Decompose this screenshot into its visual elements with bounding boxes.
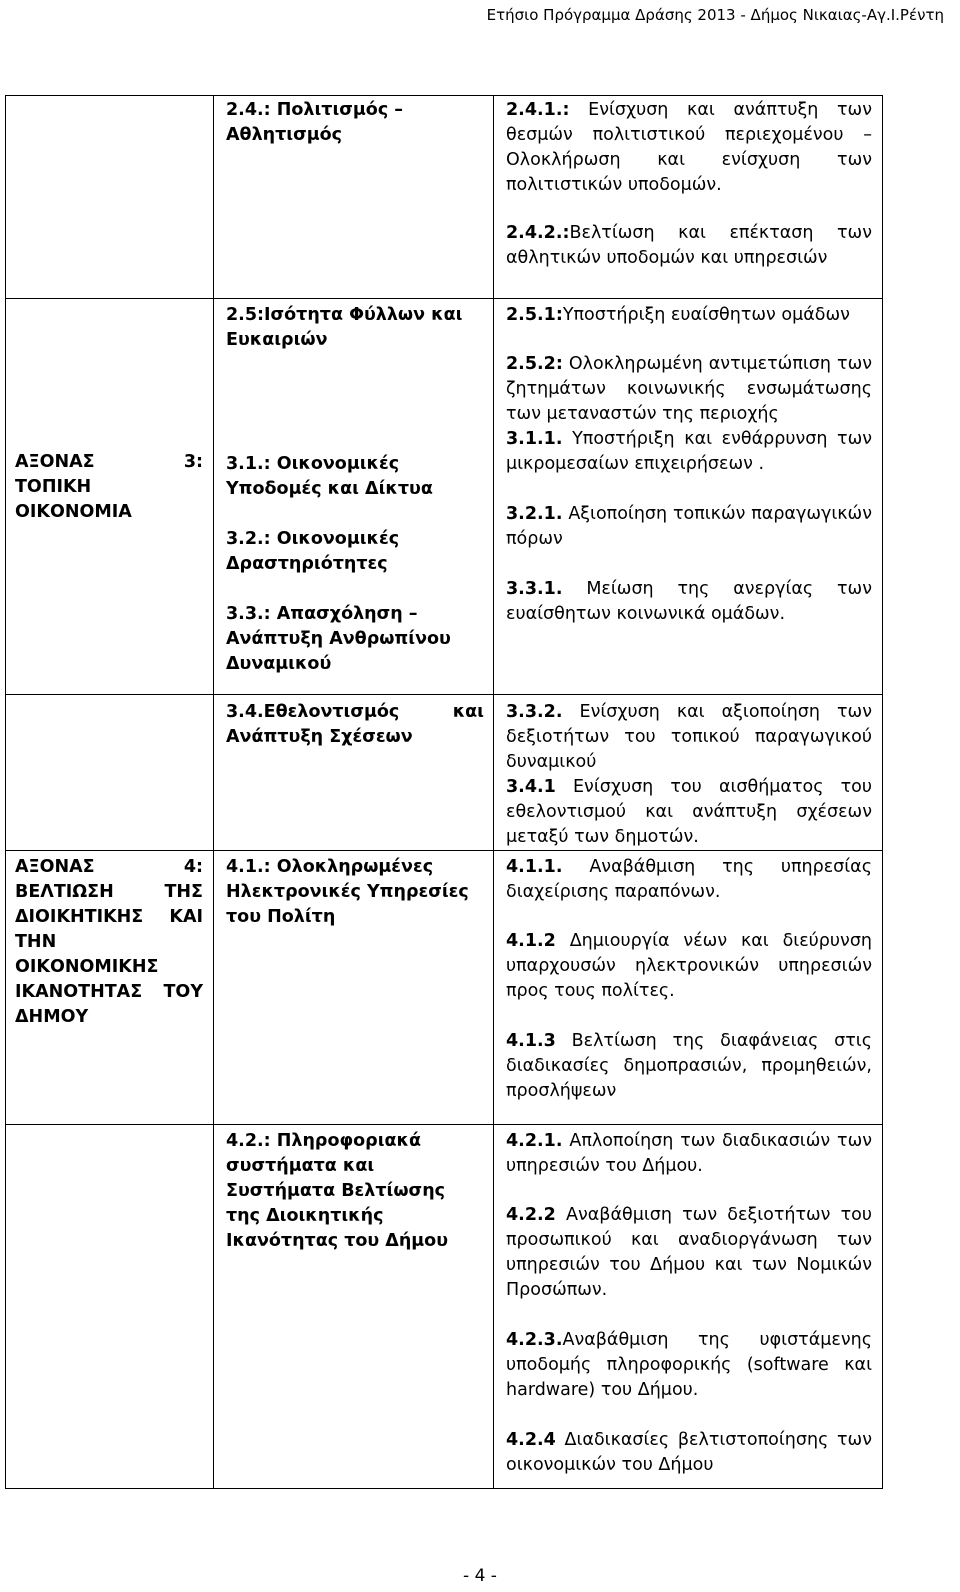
action-4-2-1: 4.2.1. Απλοποίηση των διαδικασιών των υπηρεσιών του Δήμου. [506,1131,872,1176]
action-3-1-1: 3.1.1. Υποστήριξη και ενθάρρυνση των μικρομεσαίων επιχειρήσεων . [506,429,872,474]
axis-cell [6,695,214,851]
actions-cell [494,1125,883,1489]
page-number: - 4 - [463,1566,497,1586]
axis-3-title: ΑΞΟΝΑΣ 3: ΤΟΠΙΚΗ ΟΙΚΟΝΟΜΙΑ [15,452,203,522]
axis-cell [6,851,214,1125]
table-row [6,96,883,299]
axis-cell [6,1125,214,1489]
action-4-1-2: 4.1.2 Δημιουργία νέων και διεύρυνση υπαρχουσών ηλεκτρονικών υπηρεσιών προς τους πολίτες. [506,931,872,1001]
page-header: Ετήσιο Πρόγραμμα Δράσης 2013 - Δήμος Νικαιας-Αγ.Ι.Ρέντη [486,6,944,24]
actions-cell [494,695,883,851]
action-2-4-1: 2.4.1.: Ενίσχυση και ανάπτυξη των θεσμών πολιτιστικού περιεχομένου – Ολοκλήρωση και ενίσχυση των πολιτιστικών υποδομών. [506,100,872,195]
action-3-3-2: 3.3.2. Ενίσχυση και αξιοποίηση των δεξιοτήτων του τοπικού παραγωγικού δυναμικού [506,702,872,772]
measure-4-1: 4.1.: Ολοκληρωμένες Ηλεκτρονικές Υπηρεσίες του Πολίτη [226,857,469,927]
actions-cell [494,299,883,695]
action-4-2-2: 4.2.2 Αναβάθμιση των δεξιοτήτων του προσωπικού και αναδιοργάνωση των υπηρεσιών του Δήμου και των Νομικών Προσώπων. [506,1205,872,1300]
axis-cell [6,299,214,695]
measure-cell [214,851,494,1125]
actions-cell [494,96,883,299]
measure-cell [214,96,494,299]
table-row [6,851,883,1125]
action-2-5-2: 2.5.2: Ολοκληρωμένη αντιμετώπιση των ζητημάτων κοινωνικής ενσωμάτωσης των μεταναστών της περιοχής [506,354,872,424]
measure-cell [214,695,494,851]
axis-cell [6,96,214,299]
action-3-2-1: 3.2.1. Αξιοποίηση τοπικών παραγωγικών πόρων [506,504,872,549]
measure-3-3: 3.3.: Απασχόληση – Ανάπτυξη Ανθρωπίνου Δυναμικού [226,604,451,674]
action-4-1-3: 4.1.3 Βελτίωση της διαφάνειας στις διαδικασίες δημοπρασιών, προμηθειών, προσλήψεων [506,1031,872,1101]
table-row [6,299,883,695]
measure-3-4: 3.4.Εθελοντισμός και Ανάπτυξη Σχέσεων [226,702,484,747]
table-row [6,1125,883,1489]
action-4-2-4: 4.2.4 Διαδικασίες βελτιστοποίησης των οικονομικών του Δήμου [506,1430,872,1475]
measure-2-4: 2.4.: Πολιτισμός – Αθλητισμός [226,100,404,145]
action-3-3-1: 3.3.1. Μείωση της ανεργίας των ευαίσθητων κοινωνικά ομάδων. [506,579,872,624]
measure-2-5: 2.5:Ισότητα Φύλλων και Ευκαιριών [226,305,463,350]
measure-3-2: 3.2.: Οικονομικές Δραστηριότητες [226,529,400,574]
action-3-4-1: 3.4.1 Ενίσχυση του αισθήματος του εθελοντισμού και ανάπτυξη σχέσεων μεταξύ των δημοτών. [506,777,872,847]
actions-cell [494,851,883,1125]
measure-3-1: 3.1.: Οικονομικές Υποδομές και Δίκτυα [226,454,433,499]
action-2-5-1: 2.5.1:Υποστήριξη ευαίσθητων ομάδων [506,305,850,325]
measure-cell [214,1125,494,1489]
action-plan-table [5,95,883,1489]
axis-4-title: ΑΞΟΝΑΣ 4: ΒΕΛΤΙΩΣΗ ΤΗΣ ΔΙΟΙΚΗΤΙΚΗΣ ΚΑΙ ΤΗΝ ΟΙΚΟΝΟΜΙΚΗΣ ΙΚΑΝΟΤΗΤΑΣ ΤΟΥ ΔΗΜΟΥ [15,857,203,1027]
action-4-1-1: 4.1.1. Αναβάθμιση της υπηρεσίας διαχείρισης παραπόνων. [506,857,872,902]
table-row [6,695,883,851]
measure-4-2: 4.2.: Πληροφοριακά συστήματα και Συστήματα Βελτίωσης της Διοικητικής Ικανότητας του Δήμου [226,1131,449,1251]
measure-cell [214,299,494,695]
action-4-2-3: 4.2.3.Αναβάθμιση της υφιστάμενης υποδομής πληροφορικής (software και hardware) του Δήμου. [506,1330,872,1400]
action-2-4-2: 2.4.2.:Βελτίωση και επέκταση των αθλητικών υποδομών και υπηρεσιών [506,223,872,268]
